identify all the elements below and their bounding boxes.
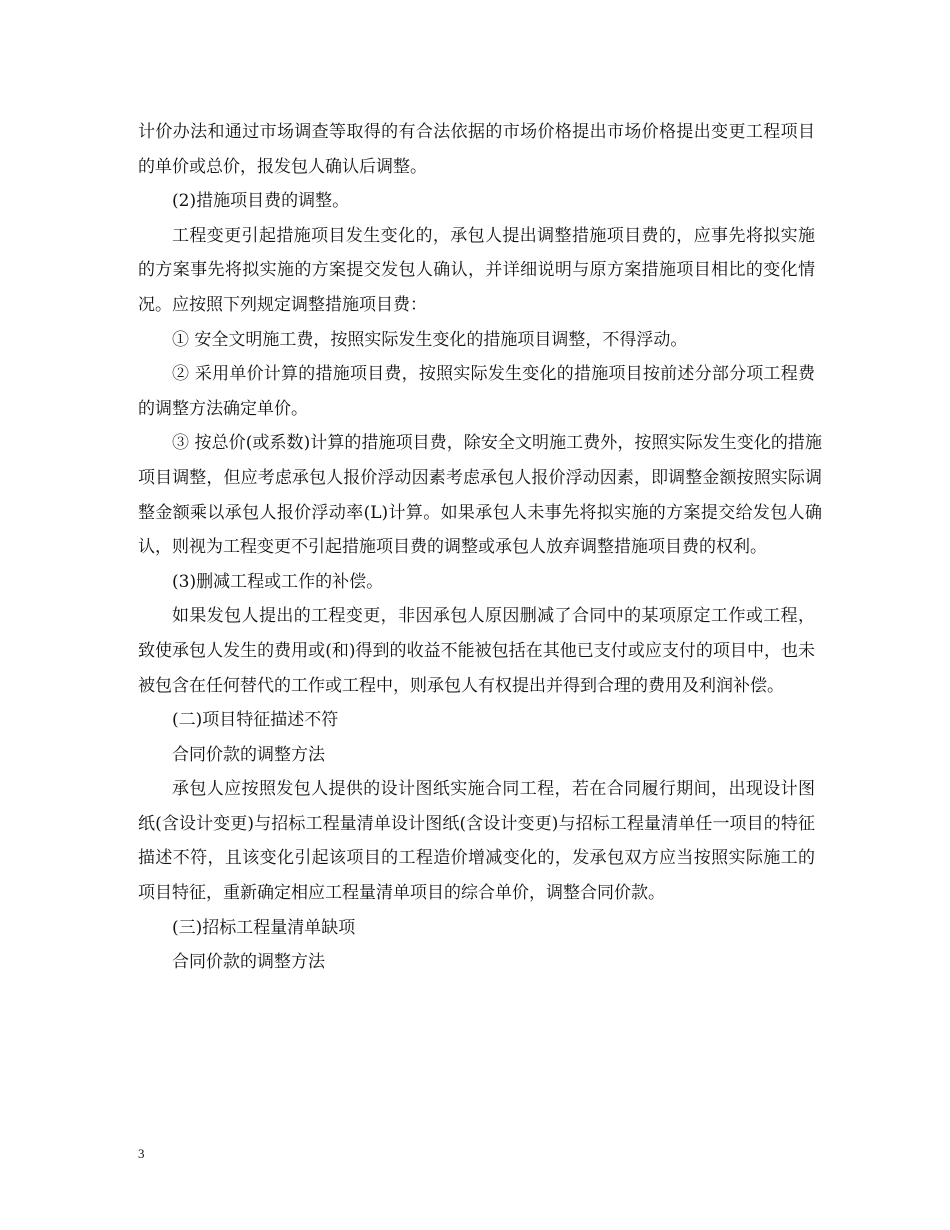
paragraph-measure-fee-change: 工程变更引起措施项目发生变化的，承包人提出调整措施项目费的，应事先将拟实施的方案事先将拟实施的方案提交发包人确认，并详细说明与原方案措施项目相比的变化情况。应按照下列规定调整措施项目费： xyxy=(138,225,815,315)
heading-measure-fee-adjustment: (2)措施项目费的调整。 xyxy=(172,191,350,212)
heading-feature-description-mismatch: (二)项目特征描述不符 xyxy=(172,710,339,731)
heading-work-reduction-compensation: (3)删减工程或工作的补偿。 xyxy=(172,571,384,592)
list-item-unit-price-fee: ② 采用单价计算的措施项目费，按照实际发生变化的措施项目按前述分部分项工程费的调整方法确定单价。 xyxy=(138,364,815,419)
list-item-total-price-fee: ③ 按总价(或系数)计算的措施项目费，除安全文明施工费外，按照实际发生变化的措施项目调整，但应考虑承包人报价浮动因素考虑承包人报价浮动因素，即调整金额按照实际调整金额乘以承包人报价浮动率(L)计算。如果承包人未事先将拟实施的方案提交给发包人确认，则视为工程变更不引起措施项目费的调整或承包人放弃调整措施项目费的权利。 xyxy=(138,433,822,558)
page-number: 3 xyxy=(138,1146,145,1161)
document-body xyxy=(138,115,822,980)
heading-missing-bill-item: (三)招标工程量清单缺项 xyxy=(172,917,356,938)
subheading-contract-price-adjustment-2: 合同价款的调整方法 xyxy=(172,952,325,973)
subheading-contract-price-adjustment-1: 合同价款的调整方法 xyxy=(172,744,325,765)
list-item-safety-fee: ① 安全文明施工费，按照实际发生变化的措施项目调整，不得浮动。 xyxy=(172,329,688,350)
paragraph-design-drawing-mismatch: 承包人应按照发包人提供的设计图纸实施合同工程，若在合同履行期间，出现设计图纸(含设计变更)与招标工程量清单设计图纸(含设计变更)与招标工程量清单任一项目的特征描述不符，且该变化引起该项目的工程造价增减变化的，发承包双方应当按照实际施工的项目特征，重新确定相应工程量清单项目的综合单价，调整合同价款。 xyxy=(138,779,815,904)
paragraph-work-reduction-compensation: 如果发包人提出的工程变更，非因承包人原因删减了合同中的某项原定工作或工程，致使承包人发生的费用或(和)得到的收益不能被包括在其他已支付或应支付的项目中，也未被包含在任何替代的工作或工程中，则承包人有权提出并得到合理的费用及利润补偿。 xyxy=(138,606,815,696)
paragraph-pricing-method-continued: 计价办法和通过市场调查等取得的有合法依据的市场价格提出市场价格提出变更工程项目的单价或总价，报发包人确认后调整。 xyxy=(138,122,815,177)
